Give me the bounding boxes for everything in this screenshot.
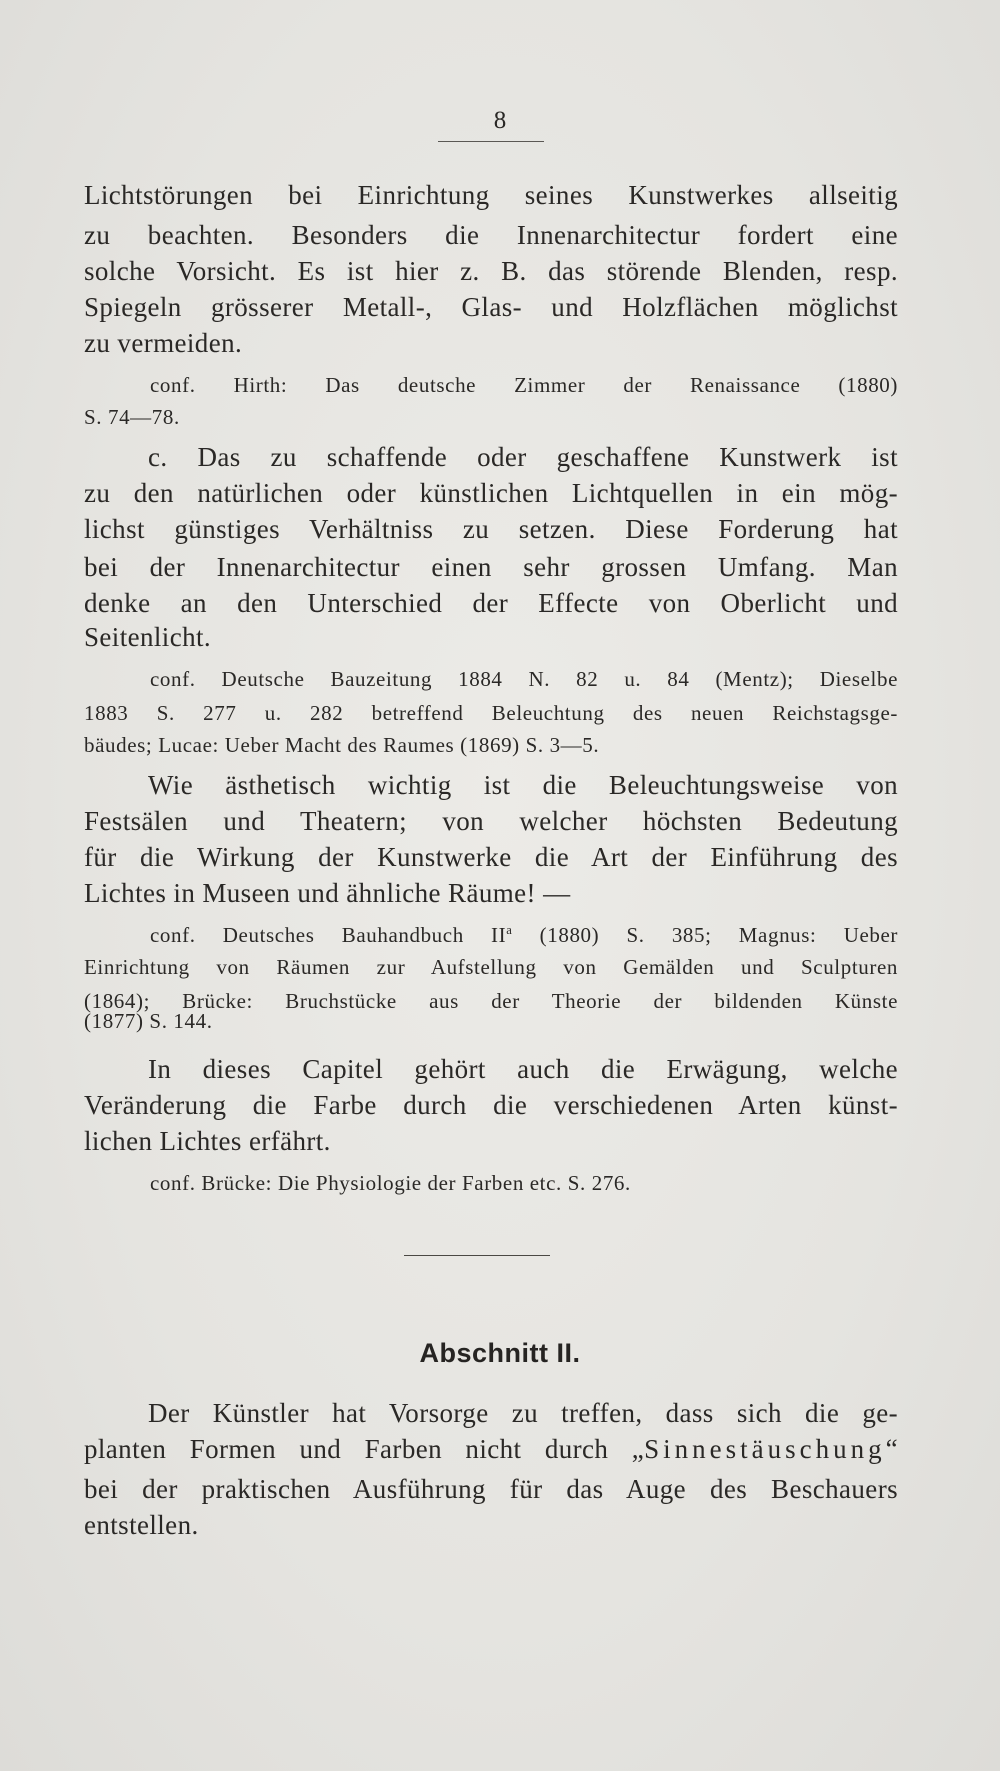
text-line: Lichtes in Museen und ähnliche Räume! —: [84, 878, 571, 908]
text-line: In dieses Capitel gehört auch die Erwägung, welche: [148, 1054, 898, 1084]
footnote-line: [150, 918, 898, 952]
footnote-line: (1864); Brücke: Bruchstücke aus der Theorie der bildenden Künste: [84, 989, 898, 1013]
page-number-rule: [438, 141, 544, 142]
footnote-text: conf. Deutsches Bauhandbuch II: [150, 923, 507, 947]
section-heading: Abschnitt II.: [419, 1338, 581, 1368]
text-line: für die Wirkung der Kunstwerke die Art der Einführung des: [84, 842, 898, 872]
text-line: Wie ästhetisch wichtig ist die Beleuchtungsweise von: [148, 770, 898, 800]
text-line: denke an den Unterschied der Effecte von Oberlicht und: [84, 588, 898, 618]
footnote-line: conf. Deutsche Bauzeitung 1884 N. 82 u. 84 (Mentz); Dieselbe: [150, 667, 898, 691]
emphasized-term: Sinnestäuschung: [644, 1434, 886, 1464]
text-line: Lichtstörungen bei Einrichtung seines Kunstwerkes allseitig: [84, 180, 898, 210]
text-line: [84, 1432, 898, 1466]
text-line: c. Das zu schaffende oder geschaffene Kunstwerk ist: [148, 442, 898, 472]
text-line: zu vermeiden.: [84, 328, 243, 358]
footnote-line: 1883 S. 277 u. 282 betreffend Beleuchtung des neuen Reichstagsge-: [84, 701, 898, 725]
text-line: zu den natürlichen oder künstlichen Lichtquellen in ein mög-: [84, 478, 898, 508]
footnote-text: (1880) S. 385; Magnus: Ueber: [512, 923, 899, 947]
footnote-line: conf. Brücke: Die Physiologie der Farben etc. S. 276.: [150, 1171, 631, 1195]
text-line: Spiegeln grösserer Metall-, Glas- und Holzflächen möglichst: [84, 292, 898, 322]
text-segment: planten Formen und Farben nicht durch „: [84, 1434, 645, 1464]
superscript: a: [506, 923, 513, 937]
text-line: Festsälen und Theatern; von welcher höchsten Bedeutung: [84, 806, 898, 836]
text-line: zu beachten. Besonders die Innenarchitectur fordert eine: [84, 220, 898, 250]
footnote-line: conf. Hirth: Das deutsche Zimmer der Renaissance (1880): [150, 373, 898, 397]
text-line: lichen Lichtes erfährt.: [84, 1126, 331, 1156]
text-line: Veränderung die Farbe durch die verschiedenen Arten künst-: [84, 1090, 898, 1120]
text-segment: “: [885, 1434, 898, 1464]
page-number: 8: [493, 107, 507, 134]
section-divider: [404, 1255, 550, 1256]
text-line: entstellen.: [84, 1510, 199, 1540]
text-line: lichst günstiges Verhältniss zu setzen. Diese Forderung hat: [84, 514, 898, 544]
text-line: bei der Innenarchitectur einen sehr grossen Umfang. Man: [84, 552, 898, 582]
footnote-line: (1877) S. 144.: [84, 1009, 213, 1033]
text-line: Seitenlicht.: [84, 622, 212, 652]
text-line: Der Künstler hat Vorsorge zu treffen, dass sich die ge-: [148, 1398, 898, 1428]
footnote-line: S. 74—78.: [84, 405, 180, 429]
text-line: solche Vorsicht. Es ist hier z. B. das störende Blenden, resp.: [84, 256, 898, 286]
footnote-line: bäudes; Lucae: Ueber Macht des Raumes (1869) S. 3—5.: [84, 733, 600, 757]
footnote-line: Einrichtung von Räumen zur Aufstellung von Gemälden und Sculpturen: [84, 955, 898, 979]
text-line: bei der praktischen Ausführung für das Auge des Beschauers: [84, 1474, 898, 1504]
